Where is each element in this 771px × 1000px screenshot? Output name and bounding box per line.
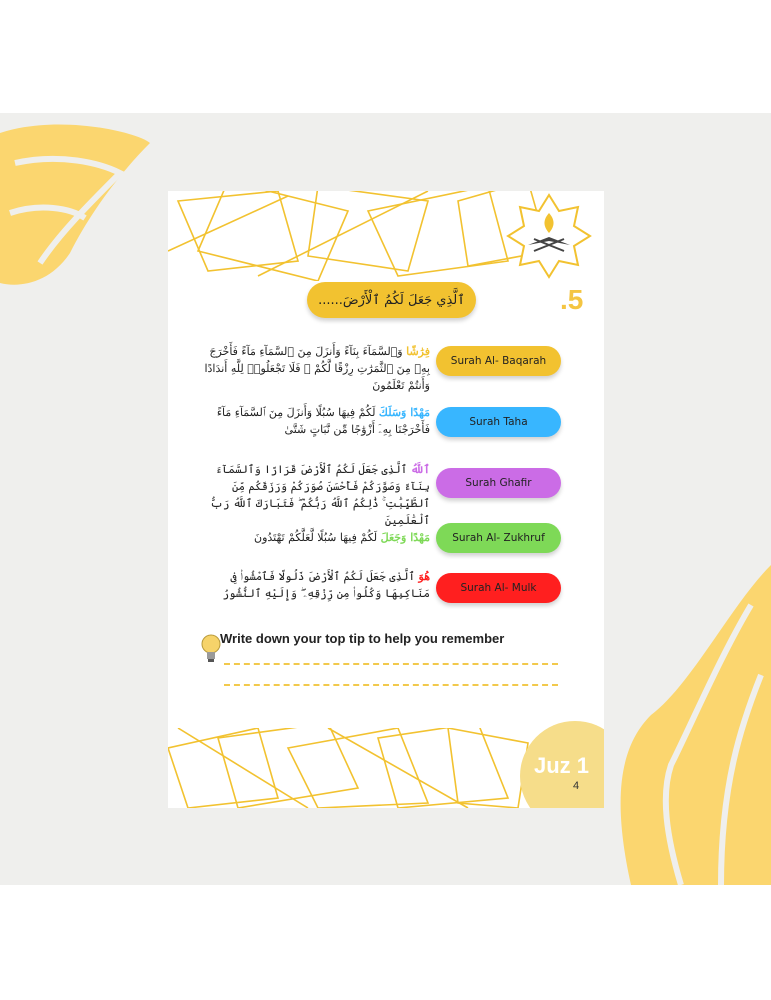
verse-body: ٱلَّذِى جَعَلَ لَكُمُ ٱلْأَرْضَ قَرَارًا وَٱلسَّمَآءَ بِنَآءً وَصَوَّرَكُمْ فَأَحْسَنَ صُوَرَكُمْ وَرَزَقَكُم مِّنَ ٱلطَّيِّبَٰتِ ۚ ذَٰلِكُمُ ٱللَّهُ رَبُّكُمْ ۖ فَتَبَارَكَ ٱللَّهُ رَبُّ ٱلْعَٰلَمِينَ — [210, 463, 430, 527]
page-number: 4 — [573, 780, 580, 792]
surah-label: Surah Al- Mulk — [436, 573, 561, 603]
surah-label: Surah Taha — [436, 407, 561, 437]
verse-highlight: فِرَٰشًا — [406, 345, 430, 358]
verse-text — [200, 529, 430, 546]
answer-line[interactable] — [224, 684, 558, 686]
verse-body: لَكُمْ فِيهَا سُبُلًا لَّعَلَّكُمْ تَهْتَدُونَ — [253, 531, 381, 544]
question-number: .5 — [560, 284, 584, 315]
answer-line[interactable] — [224, 663, 558, 665]
verse-highlight: مَهْدًا وَجَعَلَ — [380, 531, 430, 544]
tip-prompt: Write down your top tip to help you remember — [220, 631, 505, 646]
verse-body: وَٱلسَّمَآءَ بِنَآءً وَأَنزَلَ مِنَ ٱلسَّمَآءِ مَآءً فَأَخْرَجَ بِهِۦ مِنَ ٱلثَّمَرَٰتِ رِزْقًا لَّكُمْ ۖ فَلَا تَجْعَلُوا۟ لِلَّهِ أَندَادًا وَأَنتُمْ تَعْلَمُونَ — [204, 345, 430, 392]
surah-label: Surah Al- Zukhruf — [436, 523, 561, 553]
worksheet-page — [168, 191, 604, 808]
juz-label: Juz 1 — [534, 753, 590, 778]
question-prompt: ٱلَّذِي جَعَلَ لَكُمُ ٱلْأَرْضَ...... — [307, 282, 476, 318]
verse-highlight: مَهْدًا وَسَلَكَ — [378, 406, 430, 419]
verse-highlight: هُوَ — [418, 570, 430, 583]
verse-text — [200, 343, 430, 394]
verse-body: ٱلَّذِى جَعَلَ لَكُمُ ٱلْأَرْضَ ذَلُولًا فَٱمْشُوا۟ فِى مَنَاكِبِهَا وَكُلُوا۟ مِن رِّزْقِهِۦ ۖ وَإِلَيْهِ ٱلنُّشُورُ — [222, 570, 430, 600]
verse-text — [200, 568, 430, 602]
quran-logo-badge — [504, 191, 594, 281]
verse-text — [200, 404, 430, 438]
verse-text — [200, 461, 430, 529]
verse-body: لَكُمْ فِيهَا سُبُلًا وَأَنزَلَ مِنَ ٱلسَّمَآءِ مَآءً فَأَخْرَجْنَا بِهِۦٓ أَزْوَٰجًا مِّن نَّبَاتٍ شَتَّىٰ — [216, 406, 430, 436]
surah-label: Surah Al- Baqarah — [436, 346, 561, 376]
surah-label: Surah Ghafir — [436, 468, 561, 498]
verse-highlight: ٱللَّهُ — [410, 463, 430, 476]
lightbulb-icon — [200, 633, 222, 665]
